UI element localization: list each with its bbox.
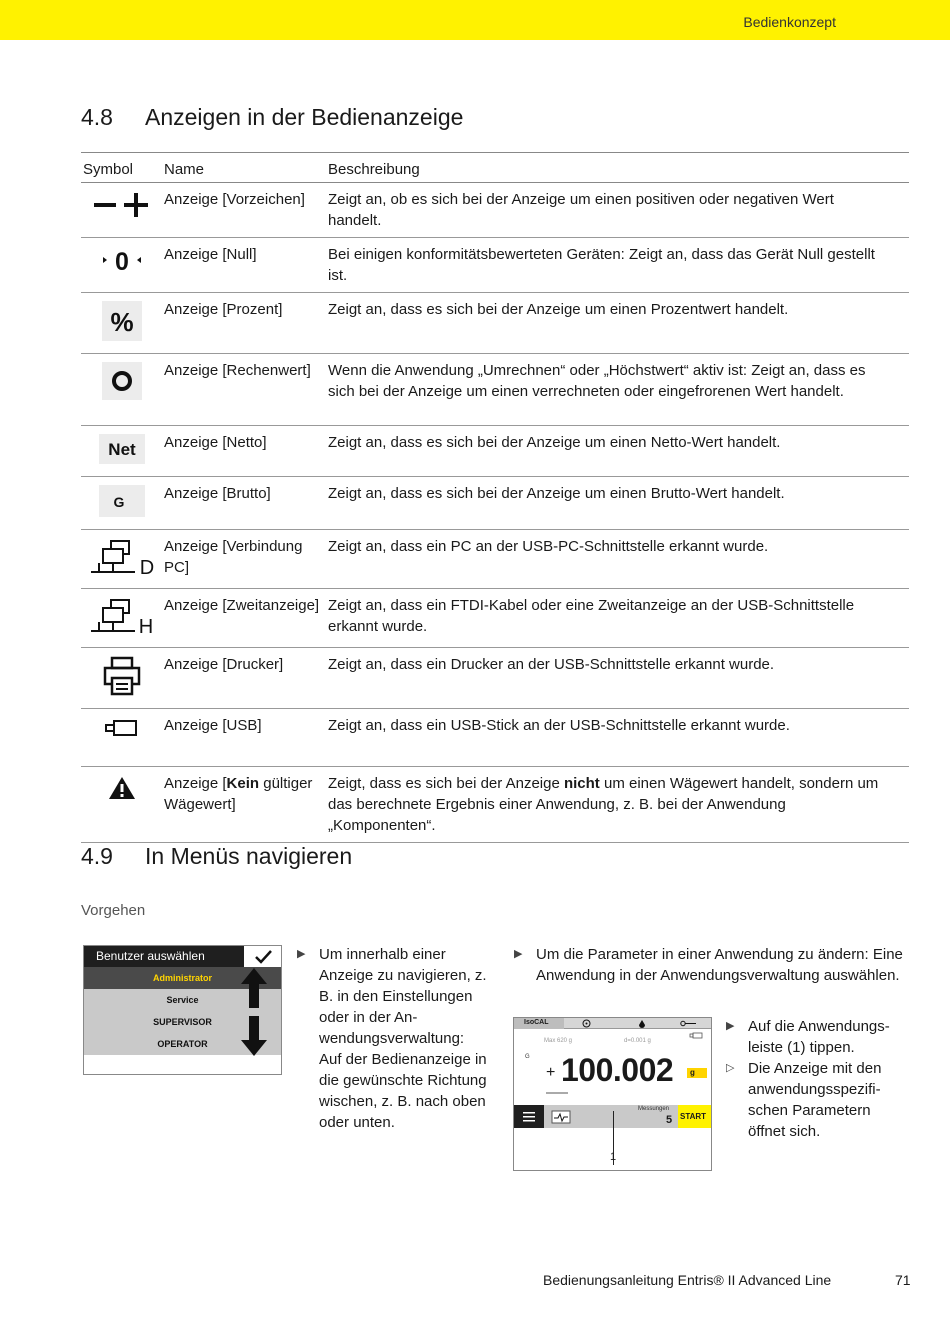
check-icon (246, 946, 281, 967)
table-row (81, 477, 909, 530)
table-row (81, 709, 909, 767)
pc-connection-icon (89, 538, 155, 582)
gross-indicator: G (525, 1054, 530, 1060)
level-icon (582, 1019, 591, 1028)
usb-icon (689, 1032, 703, 1039)
result-arrow-icon: ▷ (726, 1062, 735, 1074)
table-row (81, 238, 909, 293)
section-number: 4.9 (81, 843, 113, 869)
row-name: Anzeige [Vorzeichen] (162, 183, 326, 238)
weighing-screen (513, 1017, 712, 1171)
usb-icon (102, 717, 142, 745)
weight-value: 100.002 (561, 1052, 674, 1088)
row-name: Anzeige [USB] (162, 709, 326, 767)
table-row (81, 354, 909, 426)
row-name: Anzeige [Rechenwert] (162, 354, 326, 426)
warning-icon (107, 775, 137, 807)
step-instruction: ▶ Auf die Anwendungsleiste (1) tippen. (726, 1018, 890, 1056)
swipe-arrows-icon (240, 968, 268, 1056)
row-name: Anzeige [Brutto] (162, 477, 326, 530)
user-select-screen (83, 945, 282, 1075)
measurements-label: Messungen (638, 1106, 670, 1112)
row-name: Anzeige [Verbindung PC] (162, 530, 326, 589)
table-row (81, 426, 909, 477)
max-capacity: Max 620 g (544, 1038, 573, 1044)
list-item[interactable]: Service (84, 989, 281, 1011)
zero-icon (100, 246, 144, 282)
svg-text:D: D (139, 557, 154, 576)
application-icon (550, 1109, 572, 1125)
row-description: Zeigt an, dass ein Drucker an der USB-Schnittstelle erkannt wurde. (326, 648, 909, 709)
col-header-name: Name (162, 153, 326, 183)
menu-icon (514, 1105, 544, 1128)
row-name: Anzeige [Kein gültiger Wägewert] (162, 767, 326, 843)
row-name: Anzeige [Drucker] (162, 648, 326, 709)
row-description: Bei einigen konformitätsbewerteten Geräten: Zeigt an, dass das Gerät Null gestellt ist. (326, 238, 909, 293)
row-description: Zeigt an, ob es sich bei der Anzeige um einen positiven oder negativen Wert handelt. (326, 183, 909, 238)
section-heading-4-9 (81, 843, 352, 870)
row-description: Wenn die Anwendung „Umrechnen“ oder „Höchstwert“ aktiv ist: Zeigt an, dass es sich bei der Anzeige um einen verrechneten oder eingefrorenen Wert handelt. (326, 354, 909, 426)
isocal-tab[interactable]: IsoCAL (514, 1018, 564, 1029)
row-name: Anzeige [Zweitanzeige] (162, 589, 326, 648)
sign-indicator: + (546, 1064, 556, 1081)
plus-minus-icon (92, 191, 152, 225)
row-name: Anzeige [Null] (162, 238, 326, 293)
header-bar (0, 0, 950, 40)
confirm-button[interactable] (246, 946, 281, 967)
footer-title: Bedienungsanleitung Entris® II Advanced Line (543, 1272, 832, 1288)
row-description: Zeigt an, dass ein FTDI-Kabel oder eine Zweitanzeige an der USB-Schnittstelle erkannt wurde. (326, 589, 909, 648)
section-number: 4.8 (81, 104, 113, 130)
table-row (81, 767, 909, 843)
svg-text:G: G (113, 494, 124, 510)
table-header-row (81, 153, 909, 183)
unit-badge[interactable]: g (687, 1068, 707, 1078)
section-title: In Menüs navigieren (145, 843, 353, 869)
step-instruction: ▶ Um die Parameter in einer Anwendung zu ändern: Eine Anwendung in der Anwendungsverwaltung auswählen. (514, 946, 903, 984)
table-row (81, 293, 909, 354)
col-header-symbol: Symbol (81, 153, 162, 183)
row-name: Anzeige [Prozent] (162, 293, 326, 354)
chapter-title: Bedienkonzept (743, 14, 836, 30)
table-row (81, 589, 909, 648)
list-item[interactable]: SUPERVISOR (84, 1011, 281, 1033)
table-row (81, 648, 909, 709)
list-item[interactable]: Administrator (84, 967, 281, 989)
row-description: Zeigt an, dass es sich bei der Anzeige um einen Prozentwert handelt. (326, 293, 909, 354)
gross-icon (99, 485, 145, 523)
svg-text:%: % (109, 307, 134, 337)
row-description: Zeigt, dass es sich bei der Anzeige nicht um einen Wägewert handelt, sondern um das berechnete Ergebnis einer Anwendung, z. B. bei der Anwendung „Komponenten“. (326, 767, 909, 843)
user-select-header: Benutzer auswählen (84, 946, 244, 967)
row-description: Zeigt an, dass ein USB-Stick an der USB-Schnittstelle erkannt wurde. (326, 709, 909, 767)
drop-icon (638, 1019, 646, 1028)
svg-text:Net: Net (107, 440, 136, 459)
key-icon (680, 1020, 698, 1027)
net-icon (99, 434, 145, 470)
callout-number: 1 (610, 1151, 617, 1163)
svg-text:H: H (138, 616, 153, 635)
row-name: Anzeige [Netto] (162, 426, 326, 477)
step-result: ▷ Die Anzeige mit den anwendungsspezifischen Parametern öffnet sich. (726, 1060, 882, 1140)
step-instruction: ▶ Um innerhalb einer Anzeige zu navigieren, z. B. in den Einstellungen oder in der Anwendungsverwaltung: Auf der Bedienanzeige in die gewünschte Richtung wischen, z. B. nach oben oder unten. (297, 946, 487, 1131)
section-heading-4-8 (81, 104, 463, 131)
status-bar (514, 1018, 711, 1029)
start-button[interactable]: START (678, 1105, 711, 1128)
second-display-icon (89, 597, 155, 641)
section-title: Anzeigen in der Bedienanzeige (145, 104, 464, 130)
col-header-description: Beschreibung (326, 153, 909, 183)
bullet-arrow-icon: ▶ (726, 1020, 735, 1032)
printer-icon (102, 656, 142, 702)
bullet-arrow-icon: ▶ (297, 948, 306, 960)
svg-text:0: 0 (114, 248, 129, 276)
list-item[interactable]: OPERATOR (84, 1033, 281, 1055)
table-row (81, 530, 909, 589)
calculated-value-icon (102, 362, 142, 406)
capacity-bar (546, 1092, 568, 1094)
table-row (81, 183, 909, 238)
menu-button[interactable] (514, 1105, 544, 1128)
percent-icon (102, 301, 142, 347)
row-description: Zeigt an, dass ein PC an der USB-PC-Schnittstelle erkannt wurde. (326, 530, 909, 589)
measurements-count: 5 (666, 1114, 673, 1126)
procedure-label: Vorgehen (81, 902, 146, 919)
symbol-table (81, 152, 909, 843)
page-number: 71 (895, 1272, 911, 1288)
bullet-arrow-icon: ▶ (514, 948, 523, 960)
row-description: Zeigt an, dass es sich bei der Anzeige um einen Brutto-Wert handelt. (326, 477, 909, 530)
row-description: Zeigt an, dass es sich bei der Anzeige um einen Netto-Wert handelt. (326, 426, 909, 477)
readability: d=0.001 g (624, 1038, 651, 1044)
